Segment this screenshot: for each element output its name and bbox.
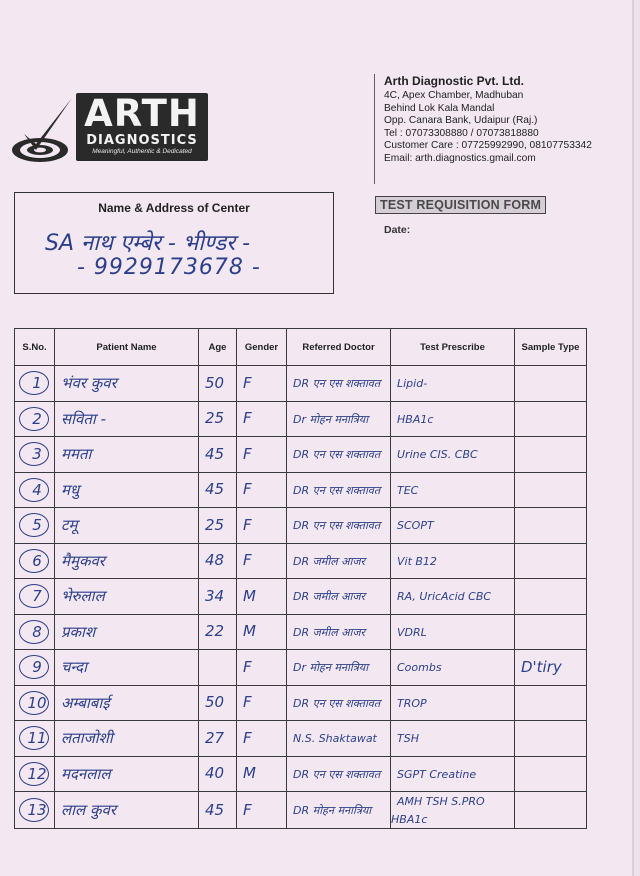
gender-cell (237, 437, 287, 473)
patient-name-cell (55, 685, 199, 721)
test-prescribe-text: RA, UricAcid CBC (397, 590, 492, 604)
age-cell (199, 579, 237, 615)
referred-doctor-text: Dr मोहन मनात्रिया (293, 661, 369, 675)
table-header-row (15, 329, 587, 366)
age-text: 22 (205, 622, 225, 641)
sample-type-text (515, 587, 521, 605)
gender-text: F (243, 515, 252, 534)
sample-type-text: D'tiry (521, 657, 562, 676)
age-text: 34 (205, 586, 225, 605)
serial-number-cell (15, 685, 55, 721)
center-box-title: Name & Address of Center (98, 201, 250, 215)
center-address-box (14, 192, 334, 294)
gender-cell (237, 792, 287, 829)
table-row (15, 508, 587, 544)
company-line: Behind Lok Kala Mandal (384, 102, 495, 114)
sample-type-cell (515, 366, 587, 402)
patient-name-text: भेरुलाल (61, 587, 105, 606)
patient-name-text: मैमुकवर (61, 551, 105, 570)
age-cell (199, 721, 237, 757)
patient-name-cell (55, 543, 199, 579)
gender-cell (237, 721, 287, 757)
sample-type-text (515, 516, 521, 534)
patient-name-cell (55, 650, 199, 686)
referred-doctor-text: Dr मोहन मनात्रिया (293, 412, 369, 426)
test-prescribe-cell (391, 401, 515, 437)
patient-name-text: टमू (61, 516, 78, 535)
age-cell (199, 756, 237, 792)
sample-type-text (515, 551, 521, 569)
referred-doctor-cell (287, 366, 391, 402)
table-row (15, 650, 587, 686)
gender-text: F (243, 373, 252, 392)
logo-tagline: Meaningful, Authentic & Dedicated (92, 148, 192, 155)
age-cell (199, 366, 237, 402)
test-prescribe-cell (391, 650, 515, 686)
table-row (15, 579, 587, 615)
age-text: 50 (205, 373, 225, 392)
test-prescribe-cell (391, 472, 515, 508)
gender-cell (237, 756, 287, 792)
serial-number-circled: 6 (19, 549, 49, 573)
column-header: Sample Type (515, 329, 587, 366)
age-text (199, 658, 205, 676)
referred-doctor-cell (287, 614, 391, 650)
gender-text: F (243, 480, 252, 499)
referred-doctor-cell (287, 650, 391, 686)
gender-text: F (243, 444, 252, 463)
sample-type-cell (515, 508, 587, 544)
test-prescribe-text: TROP (397, 696, 427, 710)
test-prescribe-cell (391, 685, 515, 721)
gender-text: M (243, 622, 256, 641)
column-header: S.No. (15, 329, 55, 366)
sample-type-text (515, 764, 521, 782)
gender-text: F (243, 409, 252, 428)
test-prescribe-text: SCOPT (397, 519, 434, 533)
patient-name-text: लाल कुवर (61, 801, 116, 819)
referred-doctor-text: DR मोहन मनात्रिया (293, 804, 372, 817)
patient-name-cell (55, 579, 199, 615)
target-checkmark-logo-icon (10, 96, 76, 166)
age-text: 27 (205, 728, 225, 747)
referred-doctor-text: DR एन एस शक्तावत (293, 696, 381, 710)
age-text: 25 (205, 515, 225, 534)
sample-type-cell (515, 401, 587, 437)
referred-doctor-cell (287, 508, 391, 544)
sample-type-cell (515, 650, 587, 686)
test-prescribe-text: Vit B12 (397, 554, 437, 568)
column-header: Patient Name (55, 329, 199, 366)
patient-name-cell (55, 756, 199, 792)
referred-doctor-cell (287, 401, 391, 437)
patient-name-text: मदनलाल (61, 764, 111, 783)
age-cell (199, 543, 237, 579)
test-prescribe-text: TSH (397, 732, 419, 746)
referred-doctor-text: N.S. Shaktawat (293, 732, 377, 746)
age-cell (199, 792, 237, 829)
referred-doctor-cell (287, 685, 391, 721)
test-prescribe-cell (391, 543, 515, 579)
age-text: 50 (205, 693, 225, 712)
test-prescribe-text: SGPT Creatine (397, 767, 477, 781)
referred-doctor-cell (287, 543, 391, 579)
test-prescribe-cell (391, 508, 515, 544)
patient-name-cell (55, 401, 199, 437)
patient-name-cell (55, 366, 199, 402)
sample-type-cell (515, 543, 587, 579)
column-header: Test Prescribe (391, 329, 515, 366)
logo-word: ARTH (84, 92, 200, 135)
patient-name-text: सविता - (61, 409, 106, 428)
table-row (15, 543, 587, 579)
company-line: Tel : 07073308880 / 07073818880 (384, 127, 539, 139)
column-header: Gender (237, 329, 287, 366)
sample-type-cell (515, 685, 587, 721)
test-prescribe-cell (391, 437, 515, 473)
table-row (15, 472, 587, 508)
serial-number-circled: 12 (19, 762, 49, 786)
serial-number-cell (15, 508, 55, 544)
serial-number-cell (15, 401, 55, 437)
test-prescribe-cell (391, 366, 515, 402)
sample-type-text (515, 445, 521, 463)
test-prescribe-text: Lipid- (397, 377, 428, 391)
serial-number-circled: 11 (19, 726, 49, 750)
test-prescribe-text: TEC (397, 483, 419, 497)
serial-number-cell (15, 721, 55, 757)
age-cell (199, 437, 237, 473)
referred-doctor-text: DR जमील आजर (293, 590, 366, 604)
referred-doctor-text: DR जमील आजर (293, 625, 366, 639)
sample-type-cell (515, 437, 587, 473)
serial-number-cell (15, 756, 55, 792)
table-row (15, 721, 587, 757)
patient-name-text: लताजोशी (61, 729, 113, 748)
sample-type-cell (515, 792, 587, 829)
sample-type-text (515, 729, 521, 747)
age-cell (199, 650, 237, 686)
test-prescribe-cell (391, 579, 515, 615)
test-prescribe-text: Urine CIS. CBC (397, 448, 478, 462)
serial-number-cell (15, 437, 55, 473)
referred-doctor-text: DR एन एस शक्तावत (293, 767, 381, 781)
sample-type-text (515, 480, 521, 498)
serial-number-circled: 9 (19, 655, 49, 679)
test-prescribe-text: Coombs (397, 661, 442, 675)
age-text: 45 (205, 480, 225, 499)
serial-number-circled: 2 (19, 407, 49, 431)
center-name-handwritten: SA नाथ एम्बेर - भीण्डर - (45, 231, 251, 256)
referred-doctor-cell (287, 437, 391, 473)
company-line: 4C, Apex Chamber, Madhuban (384, 90, 524, 101)
age-cell (199, 472, 237, 508)
column-header: Age (199, 329, 237, 366)
table-row (15, 685, 587, 721)
company-name: Arth Diagnostic Pvt. Ltd. (384, 74, 525, 88)
sample-type-cell (515, 614, 587, 650)
gender-text: M (243, 764, 256, 783)
table-row (15, 401, 587, 437)
serial-number-cell (15, 650, 55, 686)
sample-type-cell (515, 472, 587, 508)
brand-logo (76, 93, 208, 161)
patient-name-text: चन्दा (61, 658, 88, 677)
table-row (15, 614, 587, 650)
column-header: Referred Doctor (287, 329, 391, 366)
sample-type-text (515, 693, 521, 711)
test-prescribe-text: VDRL (397, 625, 427, 639)
form-title: TEST REQUISITION FORM (375, 196, 546, 214)
referred-doctor-cell (287, 721, 391, 757)
referred-doctor-cell (287, 472, 391, 508)
serial-number-circled: 4 (19, 478, 49, 502)
patient-name-text: भंवर कुवर (61, 374, 117, 393)
company-line: Email: arth.diagnostics.gmail.com (384, 152, 536, 164)
referred-doctor-text: DR एन एस शक्तावत (293, 377, 381, 391)
patient-name-cell (55, 508, 199, 544)
company-address-block (374, 74, 634, 184)
age-text: 48 (205, 551, 225, 570)
gender-text: M (243, 586, 256, 605)
serial-number-cell (15, 543, 55, 579)
sample-type-text (515, 801, 521, 819)
gender-cell (237, 472, 287, 508)
serial-number-cell (15, 579, 55, 615)
referred-doctor-cell (287, 792, 391, 829)
serial-number-cell (15, 472, 55, 508)
gender-text: F (243, 693, 252, 712)
patient-name-cell (55, 472, 199, 508)
referred-doctor-text: DR जमील आजर (293, 554, 366, 568)
patient-name-cell (55, 792, 199, 829)
serial-number-circled: 10 (19, 691, 49, 715)
age-text: 45 (205, 444, 225, 463)
age-cell (199, 685, 237, 721)
age-cell (199, 614, 237, 650)
sample-type-cell (515, 579, 587, 615)
gender-cell (237, 579, 287, 615)
serial-number-circled: 3 (19, 442, 49, 466)
gender-text: F (243, 800, 252, 819)
gender-text: F (243, 551, 252, 570)
serial-number-circled: 13 (19, 798, 49, 822)
referred-doctor-text: DR एन एस शक्तावत (293, 519, 381, 533)
serial-number-cell (15, 792, 55, 829)
center-phone-handwritten: - 9929173678 - (77, 255, 261, 280)
patient-table (14, 328, 587, 829)
gender-cell (237, 614, 287, 650)
patient-name-text: ममता (61, 445, 92, 464)
serial-number-circled: 8 (19, 620, 49, 644)
gender-cell (237, 366, 287, 402)
sample-type-text (515, 622, 521, 640)
age-cell (199, 508, 237, 544)
table-row (15, 756, 587, 792)
age-text: 40 (205, 764, 225, 783)
table-row (15, 437, 587, 473)
age-text: 25 (205, 409, 225, 428)
test-prescribe-cell (391, 756, 515, 792)
referred-doctor-cell (287, 579, 391, 615)
logo-subtitle: DIAGNOSTICS (86, 133, 198, 148)
test-prescribe-text: AMH TSH S.PRO HBA1c (391, 795, 485, 826)
test-prescribe-text: HBA1c (397, 412, 434, 426)
gender-cell (237, 508, 287, 544)
sample-type-cell (515, 721, 587, 757)
gender-text: F (243, 728, 252, 747)
serial-number-circled: 5 (19, 513, 49, 537)
company-line: Customer Care : 07725992990, 08107753342 (384, 140, 592, 152)
test-prescribe-cell (391, 614, 515, 650)
patient-name-text: प्रकाश (61, 622, 96, 641)
patient-name-cell (55, 721, 199, 757)
test-prescribe-cell (391, 792, 515, 829)
table-row (15, 792, 587, 829)
serial-number-cell (15, 366, 55, 402)
patient-name-text: अम्बाबाई (61, 693, 110, 712)
gender-cell (237, 543, 287, 579)
company-line: Opp. Canara Bank, Udaipur (Raj.) (384, 115, 538, 127)
sample-type-text (515, 409, 521, 427)
age-text: 45 (205, 800, 225, 819)
date-label: Date: (384, 224, 411, 236)
test-prescribe-cell (391, 721, 515, 757)
gender-cell (237, 401, 287, 437)
referred-doctor-text: DR एन एस शक्तावत (293, 448, 381, 462)
age-cell (199, 401, 237, 437)
gender-cell (237, 650, 287, 686)
serial-number-cell (15, 614, 55, 650)
patient-name-text: मधु (61, 480, 80, 499)
referred-doctor-text: DR एन एस शक्तावत (293, 483, 381, 497)
patient-name-cell (55, 437, 199, 473)
gender-cell (237, 685, 287, 721)
referred-doctor-cell (287, 756, 391, 792)
patient-name-cell (55, 614, 199, 650)
serial-number-circled: 7 (19, 584, 49, 608)
table-row (15, 366, 587, 402)
gender-text: F (243, 657, 252, 676)
sample-type-text (515, 374, 521, 392)
serial-number-circled: 1 (19, 371, 49, 395)
sample-type-cell (515, 756, 587, 792)
